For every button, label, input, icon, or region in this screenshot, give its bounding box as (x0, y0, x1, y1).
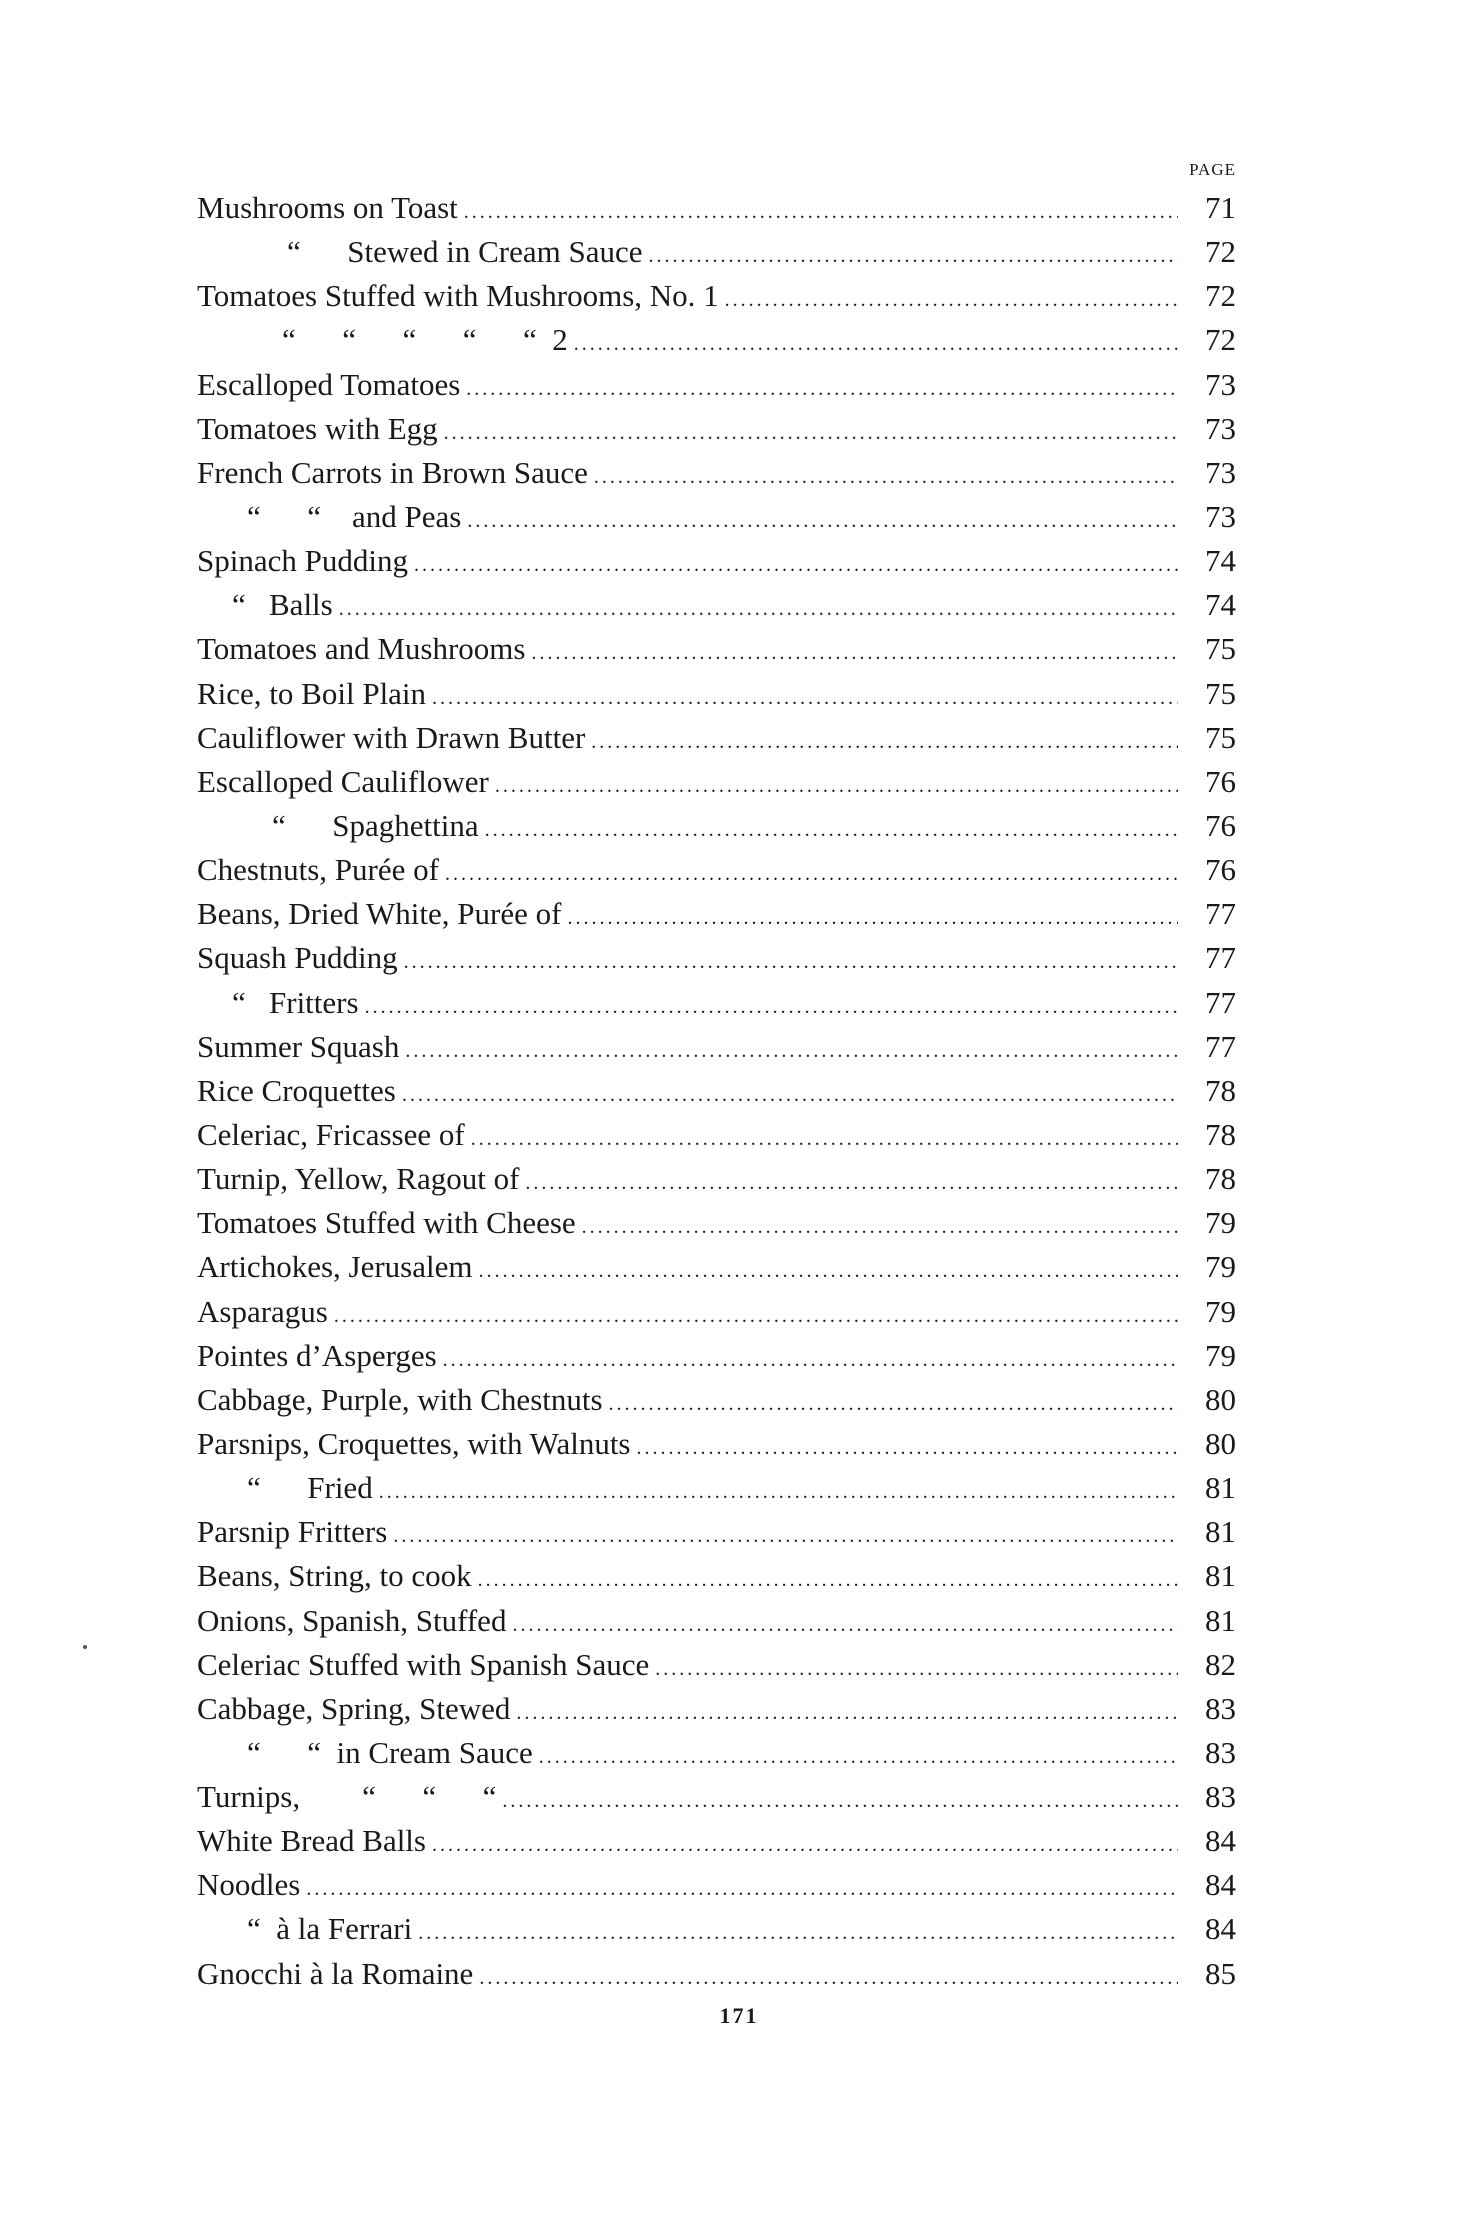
page-number (0, 2003, 1458, 2029)
toc-entry (197, 1775, 1236, 1819)
dot-leader (471, 1117, 1178, 1161)
dot-leader (637, 1426, 1178, 1470)
toc-entry-page: 79 (1205, 1249, 1236, 1285)
toc-entry (197, 1643, 1236, 1687)
toc-entry (197, 981, 1236, 1025)
toc-entry-title: “ Fritters (232, 984, 359, 1020)
dot-leader (365, 985, 1178, 1029)
toc-entry-title: Summer Squash (197, 1028, 400, 1064)
dot-leader (339, 587, 1178, 631)
toc-entry-page: 72 (1205, 322, 1236, 358)
dot-leader (402, 1073, 1178, 1117)
toc-entry-page: 85 (1205, 1955, 1236, 1991)
toc-entry (197, 672, 1236, 716)
toc-entry-title: Gnocchi à la Romaine (197, 1955, 474, 1991)
toc-entry-page: 73 (1205, 410, 1236, 446)
toc-entry (197, 804, 1236, 848)
toc-entry-page: 79 (1205, 1293, 1236, 1329)
dot-leader (485, 808, 1178, 852)
toc-entry-title: Onions, Spanish, Stuffed (197, 1602, 507, 1638)
toc-entry-title: Beans, Dried White, Purée of (197, 896, 562, 932)
toc-entry-page: 73 (1205, 498, 1236, 534)
toc-entry-title: Rice Croquettes (197, 1072, 396, 1108)
toc-entry-page: 83 (1205, 1734, 1236, 1770)
toc-entry-title: Artichokes, Jerusalem (197, 1249, 473, 1285)
toc-entry-page: 76 (1205, 763, 1236, 799)
toc-entry-title: Cauliflower with Drawn Butter (197, 719, 586, 755)
toc-entry-page: 72 (1205, 278, 1236, 314)
toc-entry-page: 75 (1205, 719, 1236, 755)
toc-entry-page: 82 (1205, 1646, 1236, 1682)
toc-entry-page: 81 (1205, 1558, 1236, 1594)
toc-entry (197, 186, 1236, 230)
dot-leader (466, 367, 1178, 411)
toc-entry-page: 78 (1205, 1116, 1236, 1152)
toc-entry-page: 77 (1205, 984, 1236, 1020)
toc-entry-page: 77 (1205, 940, 1236, 976)
toc-entry-page: 83 (1205, 1690, 1236, 1726)
toc-entry-page: 84 (1205, 1911, 1236, 1947)
toc-entry (197, 1907, 1236, 1951)
dot-leader (418, 1911, 1178, 1955)
toc-entry (197, 1290, 1236, 1334)
page-number-text: 171 (719, 2003, 759, 2028)
toc-entry-page: 74 (1205, 543, 1236, 579)
toc-entry-title: Escalloped Cauliflower (197, 763, 489, 799)
toc-entry-title: Parsnip Fritters (197, 1514, 388, 1550)
toc-entry-page: 76 (1205, 807, 1236, 843)
dot-leader (405, 1029, 1178, 1073)
dot-leader (404, 940, 1178, 984)
toc-entry (197, 1157, 1236, 1201)
toc-entry-title: French Carrots in Brown Sauce (197, 454, 588, 490)
toc-entry-page: 79 (1205, 1337, 1236, 1373)
toc-entry-title: Cabbage, Purple, with Chestnuts (197, 1381, 603, 1417)
table-of-contents (197, 186, 1236, 1996)
toc-entry-page: 77 (1205, 896, 1236, 932)
toc-entry (197, 892, 1236, 936)
toc-entry (197, 1510, 1236, 1554)
dot-leader (479, 1956, 1178, 2000)
toc-entry-page: 84 (1205, 1823, 1236, 1859)
toc-entry (197, 627, 1236, 671)
dot-leader (432, 1823, 1178, 1867)
toc-entry-title: Pointes d’Asperges (197, 1337, 437, 1373)
toc-entry (197, 936, 1236, 980)
dot-leader (567, 896, 1178, 940)
toc-entry-title: Noodles (197, 1867, 301, 1903)
dot-leader (525, 1161, 1178, 1205)
toc-entry-title: Cabbage, Spring, Stewed (197, 1690, 511, 1726)
dot-leader (594, 455, 1178, 499)
dot-leader (464, 190, 1178, 234)
dot-leader (655, 1647, 1178, 1691)
dot-leader (725, 278, 1178, 322)
toc-entry-page: 74 (1205, 587, 1236, 623)
print-speck (83, 1645, 87, 1649)
toc-entry-page: 73 (1205, 366, 1236, 402)
toc-entry (197, 318, 1236, 362)
toc-entry (197, 1422, 1236, 1466)
toc-entry (197, 539, 1236, 583)
dot-leader (495, 764, 1178, 808)
toc-entry-page: 80 (1205, 1425, 1236, 1461)
toc-entry (197, 1554, 1236, 1598)
toc-entry-title: Tomatoes Stuffed with Mushrooms, No. 1 (197, 278, 719, 314)
toc-entry (197, 363, 1236, 407)
toc-entry (197, 1201, 1236, 1245)
toc-entry-title: “ Spaghettina (272, 807, 479, 843)
toc-entry-page: 84 (1205, 1867, 1236, 1903)
toc-entry-title: Chestnuts, Purée of (197, 852, 439, 888)
toc-entry (197, 1334, 1236, 1378)
toc-entry-title: Spinach Pudding (197, 543, 408, 579)
toc-entry-title: Tomatoes Stuffed with Cheese (197, 1205, 576, 1241)
toc-entry-title: “ “ “ “ “ 2 (282, 322, 568, 358)
toc-entry (197, 1466, 1236, 1510)
toc-entry-page: 73 (1205, 454, 1236, 490)
toc-entry (197, 495, 1236, 539)
dot-leader (582, 1205, 1178, 1249)
toc-entry-page: 81 (1205, 1602, 1236, 1638)
dot-leader (531, 631, 1178, 675)
toc-entry (197, 1952, 1236, 1996)
dot-leader (306, 1867, 1178, 1911)
dot-leader (443, 1338, 1178, 1382)
toc-entry (197, 1687, 1236, 1731)
toc-entry-page: 81 (1205, 1470, 1236, 1506)
toc-entry-title: “ Fried (247, 1470, 373, 1506)
toc-entry (197, 1863, 1236, 1907)
toc-entry-title: Squash Pudding (197, 940, 398, 976)
dot-leader (444, 411, 1178, 455)
toc-entry-title: “ Stewed in Cream Sauce (287, 234, 643, 270)
dot-leader (649, 234, 1178, 278)
toc-entry-page: 72 (1205, 234, 1236, 270)
dot-leader (379, 1470, 1178, 1514)
toc-entry-page: 81 (1205, 1514, 1236, 1550)
toc-entry-title: “ “ in Cream Sauce (247, 1734, 533, 1770)
dot-leader (591, 720, 1178, 764)
dot-leader (432, 676, 1178, 720)
toc-entry-title: Asparagus (197, 1293, 328, 1329)
toc-entry-page: 77 (1205, 1028, 1236, 1064)
toc-entry-title: Celeriac Stuffed with Spanish Sauce (197, 1646, 650, 1682)
toc-entry-title: “ Balls (232, 587, 333, 623)
toc-entry (197, 274, 1236, 318)
dot-leader (478, 1558, 1178, 1602)
toc-entry-page: 75 (1205, 675, 1236, 711)
toc-entry-page: 83 (1205, 1779, 1236, 1815)
toc-entry (197, 1731, 1236, 1775)
dot-leader (512, 1603, 1178, 1647)
toc-entry (197, 1599, 1236, 1643)
toc-entry-page: 71 (1205, 190, 1236, 225)
dot-leader (539, 1735, 1178, 1779)
toc-entry-title: Rice, to Boil Plain (197, 675, 427, 711)
toc-entry (197, 848, 1236, 892)
dot-leader (467, 499, 1178, 543)
toc-entry (197, 230, 1236, 274)
toc-entry (197, 1113, 1236, 1157)
dot-leader (478, 1249, 1178, 1293)
toc-entry (197, 451, 1236, 495)
dot-leader (609, 1382, 1178, 1426)
toc-entry-page: 80 (1205, 1381, 1236, 1417)
toc-entry-page: 78 (1205, 1072, 1236, 1108)
toc-entry-page: 75 (1205, 631, 1236, 667)
toc-entry-title: Tomatoes and Mushrooms (197, 631, 526, 667)
toc-entry-title: Beans, String, to cook (197, 1558, 472, 1594)
toc-entry-title: “ “ and Peas (247, 498, 462, 534)
dot-leader (502, 1779, 1178, 1823)
dot-leader (393, 1514, 1178, 1558)
toc-entry-page: 76 (1205, 852, 1236, 888)
dot-leader (334, 1294, 1178, 1338)
toc-entry (197, 716, 1236, 760)
toc-entry-title: Escalloped Tomatoes (197, 366, 461, 402)
dot-leader (574, 322, 1178, 366)
page-column-label: PAGE (1189, 160, 1236, 179)
toc-entry-title: Turnips, “ “ “ (197, 1779, 497, 1815)
toc-entry-title: “ à la Ferrari (247, 1911, 413, 1947)
toc-entry-title: Celeriac, Fricassee of (197, 1116, 465, 1152)
toc-entry (197, 583, 1236, 627)
toc-entry (197, 1378, 1236, 1422)
dot-leader (445, 852, 1178, 896)
toc-entry-title: Parsnips, Croquettes, with Walnuts (197, 1425, 631, 1461)
toc-entry-title: Tomatoes with Egg (197, 410, 438, 446)
dot-leader (516, 1691, 1178, 1735)
toc-entry-page: 78 (1205, 1161, 1236, 1197)
toc-entry (197, 407, 1236, 451)
toc-entry-title: Turnip, Yellow, Ragout of (197, 1161, 520, 1197)
dot-leader (414, 543, 1178, 587)
toc-entry (197, 1245, 1236, 1289)
toc-entry-page: 79 (1205, 1205, 1236, 1241)
toc-entry-title: Mushrooms on Toast (197, 190, 458, 225)
toc-entry (197, 1025, 1236, 1069)
toc-entry-title: White Bread Balls (197, 1823, 426, 1859)
toc-entry (197, 1819, 1236, 1863)
toc-entry (197, 760, 1236, 804)
toc-entry (197, 1069, 1236, 1113)
